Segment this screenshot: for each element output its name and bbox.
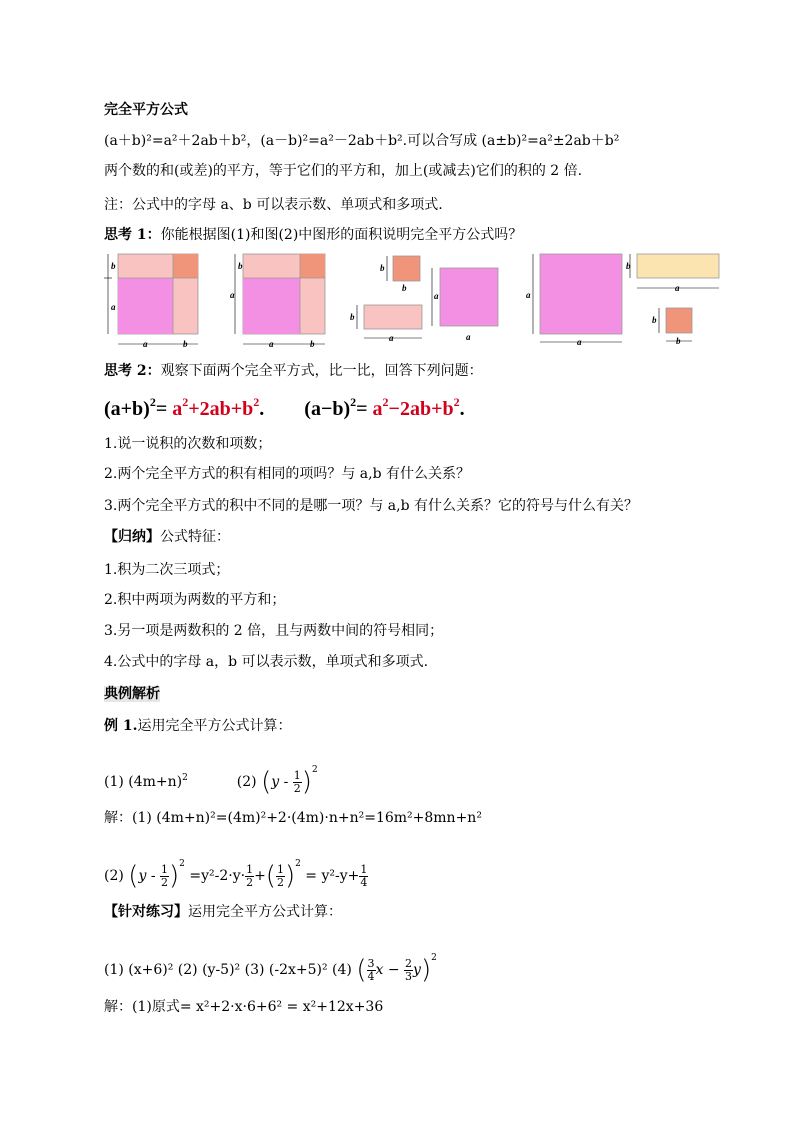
svg-text:a: a (143, 339, 148, 349)
example-line (104, 716, 292, 736)
question-2: 2.两个完全平方式的积有相同的项吗？与 a,b 有什么关系？ (104, 466, 471, 482)
summary-label: 【归纳】 (104, 529, 160, 545)
fraction-half-c: $\frac{1}{2}$ (276, 862, 284, 889)
practice-items-text: (1) (x+6)² (2) (y-5)² (3) (-2x+5)² (4) (104, 962, 352, 978)
svg-text:a: a (526, 290, 531, 300)
example-items: (1) $(4m+n)^2$ (2) (y - $\frac{1}{2}$ )$^2$ (104, 765, 318, 797)
section-title: 完全平方公式 (104, 102, 188, 118)
fraction-half: $\frac{1}{2}$ (293, 768, 301, 795)
think1-line (104, 225, 522, 245)
formula-description: 两个数的和(或差)的平方，等于它们的平方和，加上(或减去)它们的积的 2 倍. (104, 163, 583, 179)
svg-text:a: a (675, 283, 680, 293)
formula-dot: . (259, 398, 265, 420)
svg-text:a: a (230, 290, 235, 300)
svg-text:b: b (626, 261, 631, 271)
fraction-two-thirds: $\frac{2}{3}$ (405, 956, 413, 983)
svg-text:a: a (434, 291, 439, 301)
example-item-2-y: y (271, 774, 280, 790)
summary-text: 公式特征： (160, 529, 230, 545)
svg-text:b: b (380, 263, 385, 273)
example-minus: - (279, 774, 293, 790)
svg-text:b: b (350, 312, 355, 322)
think2-label: 思考 2： (104, 363, 161, 379)
section-heading (104, 684, 160, 704)
feature-1: 1.积为二次三项式； (104, 562, 230, 578)
solution-2-end: = y²-y+ (305, 868, 360, 884)
formula-eq: = (155, 398, 173, 420)
think1-label: 思考 1： (104, 227, 161, 243)
svg-text:b: b (310, 339, 315, 349)
practice-minus: − (383, 962, 405, 978)
svg-text:b: b (183, 339, 188, 349)
practice-line (104, 902, 342, 922)
svg-text:b: b (676, 336, 681, 346)
svg-text:a: a (389, 333, 394, 343)
feature-2: 2.积中两项为两数的平方和； (104, 592, 286, 608)
example-text: 运用完全平方公式计算： (137, 718, 292, 734)
figure-2 (230, 254, 325, 349)
svg-text:a: a (111, 302, 116, 312)
formula-plus-right: $a^2+2ab+b^2$ (172, 395, 260, 420)
practice-y: y (413, 962, 421, 978)
solution-2-label: (2) (104, 868, 124, 884)
practice-x: x (375, 962, 384, 978)
practice-items: (1) (x+6)² (2) (y-5)² (3) (-2x+5)² (4) ( $\frac{3}{4}$ x − $\frac{2}{3}$ y)$^2$ (104, 953, 437, 985)
feature-3: 3.另一项是两数积的 2 倍，且与两数中间的符号相同； (104, 623, 444, 639)
answer-line: 解：(1)原式= x²+2·x·6+6² = x²+12x+36 (104, 999, 384, 1015)
figure-1 (104, 254, 198, 349)
note-line: 注：公式中的字母 a、b 可以表示数、单项式和多项式. (104, 197, 443, 213)
fraction-three-quarters: $\frac{3}{4}$ (367, 956, 375, 983)
question-3: 3.两个完全平方式的积中不同的是哪一项？与 a,b 有什么关系？它的符号与什么有关？ (104, 498, 639, 514)
fraction-quarter: $\frac{1}{4}$ (360, 862, 368, 889)
formula-eq-2: = (356, 398, 373, 420)
solution-2: (2) (y - $\frac{1}{2}$ )$^2$ =y²-2·y· $\frac{1}{2}$ +( $\frac{1}{2}$ )$^2$ = y²-y+ $\frac{1}{4}$ (104, 859, 368, 891)
formula-dot-2: . (459, 398, 465, 420)
example-label: 例 1. (104, 718, 138, 734)
area-figures (0, 248, 794, 358)
practice-text: 运用完全平方公式计算： (188, 904, 342, 920)
example-item-2-label: (2) (236, 774, 257, 790)
formula-line: (a＋b)²=a²＋2ab＋b²，(a－b)²=a²－2ab＋b².可以合写成 (a±b)²=a²±2ab＋b² (104, 133, 620, 149)
practice-label: 【针对练习】 (104, 904, 188, 920)
svg-text:a: a (269, 339, 274, 349)
figure-4 (526, 254, 719, 347)
fraction-half-b: $\frac{1}{2}$ (246, 862, 254, 889)
formula-minus-right: $a^2-2ab+b^2$ (372, 395, 460, 420)
question-1: 1.说一说积的次数和项数； (104, 436, 272, 452)
fraction-half-a: $\frac{1}{2}$ (161, 862, 169, 889)
svg-text:b: b (238, 261, 243, 271)
think2-line (104, 361, 483, 381)
solution-2-plus: + (254, 868, 266, 884)
solution-2-eq: =y²-2·y· (189, 868, 246, 884)
svg-text:a: a (466, 332, 471, 342)
feature-4: 4.公式中的字母 a，b 可以表示数，单项式和多项式. (104, 654, 429, 670)
svg-text:b: b (402, 283, 407, 293)
svg-text:a: a (577, 337, 582, 347)
solution-1: 解：(1) (4m+n)²=(4m)²+2·(4m)·n+n²=16m²+8mn+n² (104, 810, 482, 826)
solution-2-minus: - (146, 868, 161, 884)
formula-plus-left: (a+b) (104, 398, 150, 420)
big-formula: $(a+b)^2= a^2+2ab+b^2$. $(a-b)^2= a^2-2ab+b^2$. (104, 395, 465, 420)
figure-3 (350, 256, 498, 343)
svg-text:b: b (652, 315, 657, 325)
section-heading-text: 典例解析 (104, 686, 160, 702)
think2-text: 观察下面两个完全平方式，比一比，回答下列问题： (160, 363, 483, 379)
formula-minus-left: (a−b) (304, 398, 351, 420)
svg-text:b: b (111, 261, 116, 271)
think1-text: 你能根据图(1)和图(2)中图形的面积说明完全平方公式吗？ (160, 227, 523, 243)
example-item-1: (1) (4m+n) (104, 774, 183, 790)
summary-line (104, 527, 230, 547)
solution-2-y: y (138, 868, 147, 884)
